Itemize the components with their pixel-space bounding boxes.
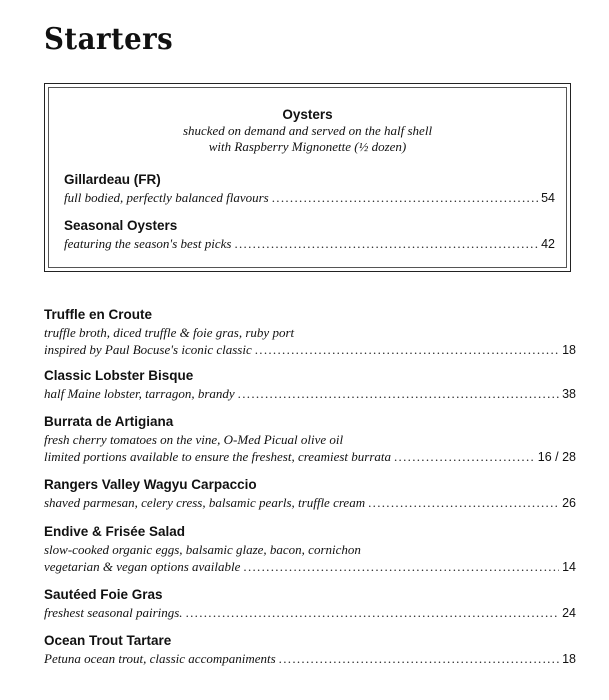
- item-name: Classic Lobster Bisque: [44, 368, 194, 383]
- menu-item-endive-salad: [44, 523, 576, 576]
- section-heading: Starters: [44, 22, 174, 57]
- menu-item-lobster-bisque: [44, 367, 576, 403]
- item-description: featuring the season's best picks: [64, 236, 232, 251]
- item-name: Seasonal Oysters: [64, 218, 178, 233]
- item-description: inspired by Paul Bocuse's iconic classic: [44, 342, 252, 357]
- menu-item-truffle-en-croute: [44, 306, 576, 359]
- item-price: 18: [562, 652, 576, 666]
- item-price: 26: [562, 496, 576, 510]
- menu-item-seasonal-oysters: [64, 217, 555, 253]
- item-name: Rangers Valley Wagyu Carpaccio: [44, 477, 257, 492]
- item-price: 18: [562, 343, 576, 357]
- item-description: half Maine lobster, tarragon, brandy: [44, 386, 235, 401]
- oysters-title: Oysters: [282, 107, 333, 122]
- item-name: Truffle en Croute: [44, 307, 153, 322]
- item-name: Endive & Frisée Salad: [44, 524, 186, 539]
- item-description-line1: slow-cooked organic eggs, balsamic glaze, bacon, cornichon: [44, 542, 361, 557]
- item-description-line1: truffle broth, diced truffle & foie gras, ruby port: [44, 325, 295, 340]
- item-price: 24: [562, 606, 576, 620]
- menu-item-gillardeau: [64, 171, 555, 207]
- oysters-header: [44, 107, 571, 155]
- oysters-subtitle-2: with Raspberry Mignonette (½ dozen): [208, 139, 407, 154]
- item-name: Burrata de Artigiana: [44, 414, 174, 429]
- menu-item-foie-gras: [44, 586, 576, 622]
- item-description: full bodied, perfectly balanced flavours: [64, 190, 269, 205]
- oysters-subtitle-1: shucked on demand and served on the half shell: [182, 123, 433, 138]
- item-description: vegetarian & vegan options available: [44, 559, 241, 574]
- menu-item-wagyu-carpaccio: [44, 476, 576, 512]
- item-name: Gillardeau (FR): [64, 172, 161, 187]
- item-description: limited portions available to ensure the freshest, creamiest burrata: [44, 449, 391, 464]
- item-price: 42: [541, 237, 555, 251]
- item-price: 54: [541, 191, 555, 205]
- menu-item-burrata: [44, 413, 576, 466]
- item-description-line1: fresh cherry tomatoes on the vine, O-Med Picual olive oil: [44, 432, 344, 447]
- item-description: freshest seasonal pairings.: [44, 605, 183, 620]
- item-name: Sautéed Foie Gras: [44, 587, 163, 602]
- menu-item-ocean-trout-tartare: [44, 632, 576, 668]
- item-price: 16 / 28: [537, 450, 576, 464]
- item-description: shaved parmesan, celery cress, balsamic pearls, truffle cream: [44, 495, 366, 510]
- item-price: 14: [562, 560, 576, 574]
- item-name: Ocean Trout Tartare: [44, 633, 172, 648]
- item-description: Petuna ocean trout, classic accompaniments: [44, 651, 276, 666]
- item-price: 38: [562, 387, 576, 401]
